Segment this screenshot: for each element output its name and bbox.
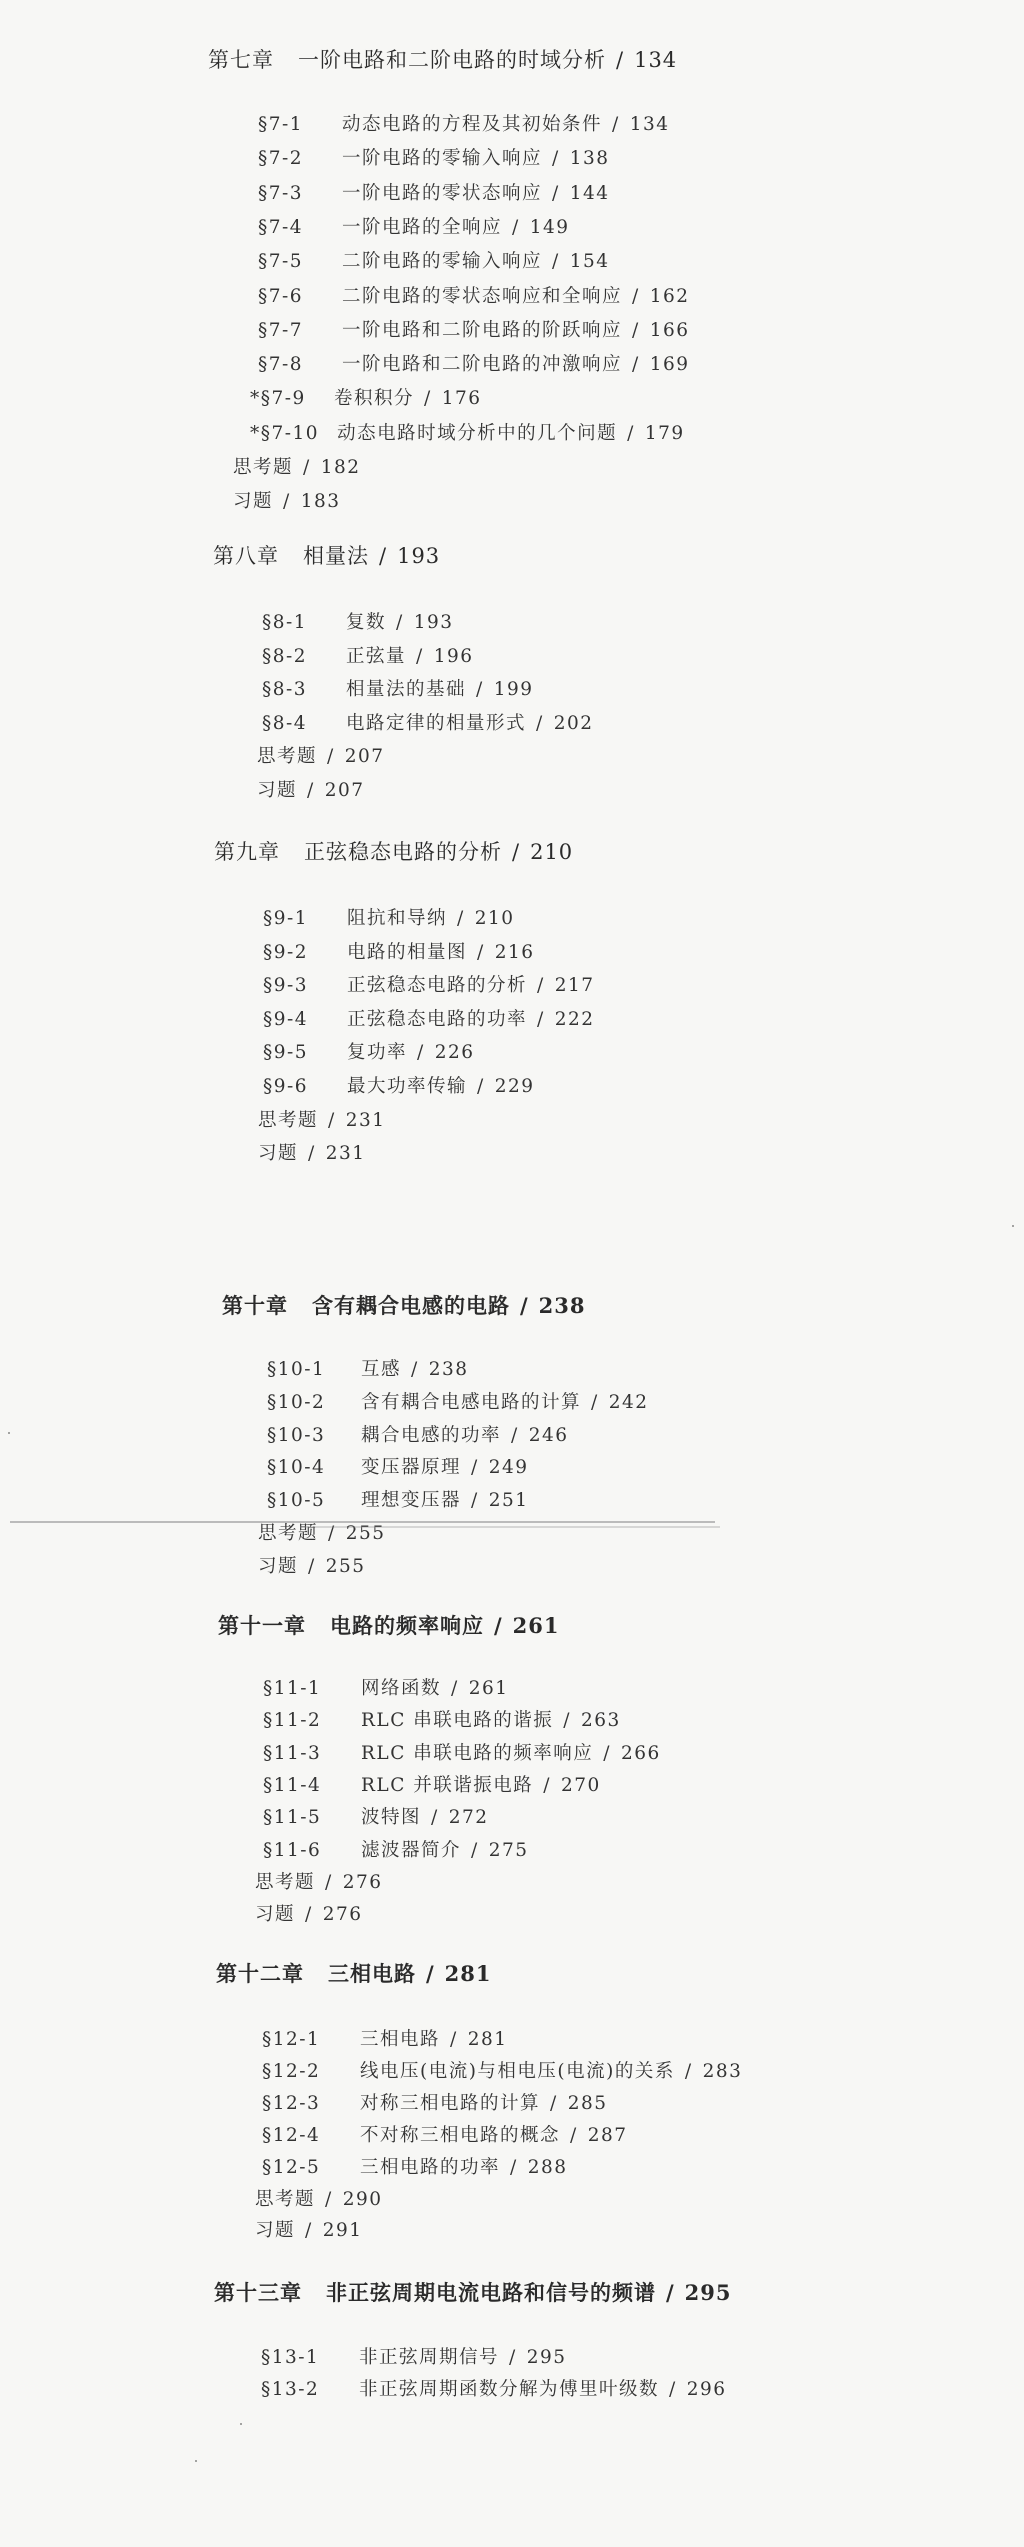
scan-speck <box>195 2460 197 2462</box>
toc-entry-plain <box>255 2185 383 2211</box>
section-page: 246 <box>528 1424 569 1446</box>
toc-entry-plain <box>255 2216 363 2242</box>
section-title: 卷积积分 <box>334 388 415 410</box>
toc-entry <box>258 282 690 308</box>
section-number: §9-2 <box>263 941 309 963</box>
section-page: 296 <box>686 2379 727 2400</box>
separator: / <box>669 2379 677 2400</box>
section-number: §11-5 <box>263 1807 322 1829</box>
section-number: §11-2 <box>263 1710 322 1732</box>
section-title: 二阶电路的零状态响应和全响应 <box>342 285 623 307</box>
scan-speck <box>1012 1225 1014 1227</box>
toc-entry <box>263 1038 475 1064</box>
section-number: §8-1 <box>262 612 308 633</box>
toc-entry <box>267 1355 469 1381</box>
section-title: 习题 <box>255 2220 296 2242</box>
toc-entry <box>262 608 454 634</box>
toc-entry <box>262 709 594 735</box>
separator: / <box>471 1839 479 1861</box>
scan-artifact-line <box>300 1526 720 1528</box>
chapter-page: 134 <box>634 48 678 72</box>
separator: / <box>307 779 315 801</box>
section-page: 291 <box>322 2220 363 2242</box>
section-title: 动态电路的方程及其初始条件 <box>342 114 603 135</box>
section-number: §9-5 <box>263 1042 309 1064</box>
toc-entry <box>258 213 570 239</box>
section-number: §9-1 <box>263 908 309 929</box>
separator: / <box>305 1904 313 1926</box>
section-title: 习题 <box>233 491 274 513</box>
section-title: 变压器原理 <box>361 1457 462 1479</box>
chapter-heading: 第七章 一阶电路和二阶电路的时域分析 / 134 <box>208 48 678 72</box>
separator: / <box>536 712 544 734</box>
chapter-heading: 第十章 含有耦合电感的电路 / 238 <box>222 1293 586 1318</box>
section-number: §11-3 <box>263 1742 322 1764</box>
section-number: §9-6 <box>263 1076 309 1097</box>
section-page: 276 <box>342 1871 383 1893</box>
toc-entry-plain <box>255 1900 363 1926</box>
section-page: 217 <box>554 975 595 997</box>
section-title: 习题 <box>258 1143 299 1165</box>
section-page: 231 <box>325 1143 366 1165</box>
toc-entry <box>262 2025 508 2051</box>
section-title: 一阶电路和二阶电路的冲激响应 <box>342 354 623 376</box>
separator: / <box>552 251 560 273</box>
section-number: *§7-9 <box>250 388 306 410</box>
section-page: 202 <box>553 712 594 734</box>
section-number: §10-2 <box>267 1391 326 1413</box>
section-number: §7-2 <box>258 148 304 170</box>
separator: / <box>471 1457 479 1479</box>
chapter-title: 含有耦合电感的电路 <box>312 1293 510 1318</box>
separator: / <box>327 746 335 767</box>
section-page: 144 <box>569 182 610 204</box>
section-title: 波特图 <box>361 1807 422 1829</box>
chapter-heading: 第十一章 电路的频率响应 / 261 <box>218 1613 560 1638</box>
section-title: 习题 <box>257 779 298 801</box>
separator: / <box>308 1555 316 1577</box>
separator: / <box>612 114 620 135</box>
section-title: 正弦稳态电路的功率 <box>347 1008 528 1030</box>
section-page: 251 <box>488 1490 529 1512</box>
section-title: 一阶电路和二阶电路的阶跃响应 <box>342 319 623 341</box>
separator: / <box>411 1359 419 1380</box>
section-number: §12-3 <box>262 2092 321 2114</box>
section-page: 290 <box>342 2188 383 2210</box>
section-title: RLC 串联电路的频率响应 <box>361 1742 594 1764</box>
section-title: 思考题 <box>233 457 294 478</box>
separator: / <box>328 1109 336 1131</box>
separator: / <box>511 1424 519 1446</box>
section-number: §11-4 <box>263 1774 322 1796</box>
separator: / <box>537 975 545 997</box>
separator: / <box>543 1774 551 1796</box>
separator: / <box>424 388 432 410</box>
section-number: §12-1 <box>262 2029 321 2050</box>
section-page: 222 <box>554 1008 595 1030</box>
toc-entry <box>263 1005 595 1031</box>
section-title: 一阶电路的零状态响应 <box>342 182 543 204</box>
section-title: 动态电路时域分析中的几个问题 <box>337 422 618 444</box>
toc-entry <box>250 419 685 445</box>
section-page: 270 <box>561 1774 601 1796</box>
chapter-number: 第十一章 <box>218 1613 306 1638</box>
separator: / <box>570 2124 578 2146</box>
section-title: 互感 <box>361 1359 402 1380</box>
separator: / <box>303 457 311 478</box>
section-page: 183 <box>300 491 341 513</box>
separator: / <box>325 1871 333 1893</box>
chapter-title: 正弦稳态电路的分析 <box>304 840 502 864</box>
section-title: 对称三相电路的计算 <box>360 2092 541 2114</box>
section-title: 非正弦周期函数分解为傅里叶级数 <box>359 2379 660 2400</box>
section-page: 231 <box>345 1109 386 1131</box>
section-page: 179 <box>644 422 685 444</box>
section-title: 习题 <box>258 1555 299 1577</box>
section-title: 电路的相量图 <box>347 941 468 963</box>
toc-entry <box>263 938 535 964</box>
separator: / <box>431 1807 439 1829</box>
section-title: 二阶电路的零输入响应 <box>342 251 543 273</box>
section-page: 266 <box>621 1742 661 1764</box>
section-page: 261 <box>468 1678 509 1699</box>
chapter-number: 第十三章 <box>214 2280 302 2305</box>
toc-entry <box>258 110 670 136</box>
section-page: 138 <box>569 148 610 170</box>
toc-entry-plain <box>257 776 365 802</box>
separator: / <box>476 679 484 700</box>
toc-entry <box>263 1803 489 1829</box>
section-number: §9-3 <box>263 975 309 997</box>
separator: / <box>563 1710 571 1732</box>
chapter-heading: 第十三章 非正弦周期电流电路和信号的频谱 / 295 <box>214 2280 732 2305</box>
section-title: 含有耦合电感电路的计算 <box>361 1391 582 1413</box>
separator: / <box>451 1678 459 1699</box>
section-page: 229 <box>494 1076 535 1097</box>
section-title: 思考题 <box>258 1523 319 1544</box>
section-title: 正弦量 <box>346 645 407 667</box>
section-number: §11-1 <box>263 1678 322 1699</box>
chapter-number: 第十二章 <box>216 1961 304 1986</box>
section-page: 207 <box>324 779 365 801</box>
section-title: 三相电路的功率 <box>360 2156 501 2178</box>
section-title: RLC 并联谐振电路 <box>361 1774 534 1796</box>
separator: / <box>632 354 640 376</box>
separator: / <box>471 1490 479 1512</box>
chapter-page: 238 <box>538 1293 586 1318</box>
toc-entry <box>263 1072 535 1098</box>
toc-entry-plain <box>258 1106 386 1132</box>
section-title: 非正弦周期信号 <box>359 2347 500 2368</box>
section-number: §12-5 <box>262 2156 321 2178</box>
toc-entry <box>262 2153 568 2179</box>
section-page: 134 <box>629 114 670 135</box>
section-number: §7-3 <box>258 182 304 204</box>
chapter-title: 电路的频率响应 <box>330 1613 484 1638</box>
section-page: 288 <box>527 2156 568 2178</box>
section-number: §7-7 <box>258 319 304 341</box>
toc-entry-plain <box>257 742 385 768</box>
section-number: §9-4 <box>263 1008 309 1030</box>
section-number: §10-4 <box>267 1457 326 1479</box>
toc-entry-plain <box>255 1868 383 1894</box>
section-page: 272 <box>448 1807 489 1829</box>
chapter-heading: 第九章 正弦稳态电路的分析 / 210 <box>214 840 574 864</box>
toc-entry <box>261 2343 567 2369</box>
chapter-page: 193 <box>397 544 441 568</box>
toc-entry-plain <box>258 1552 366 1578</box>
section-page: 226 <box>434 1042 475 1064</box>
section-page: 263 <box>581 1710 621 1732</box>
section-page: 275 <box>488 1839 529 1861</box>
section-title: 相量法的基础 <box>346 679 467 700</box>
separator: / <box>603 1742 611 1764</box>
chapter-number: 第八章 <box>213 544 279 568</box>
separator: / <box>328 1523 336 1544</box>
toc-entry-plain <box>258 1139 366 1165</box>
section-number: §10-3 <box>267 1424 326 1446</box>
section-title: 习题 <box>255 1904 296 1926</box>
section-page: 162 <box>649 285 690 307</box>
section-title: 复功率 <box>347 1042 408 1064</box>
section-number: §10-1 <box>267 1359 326 1380</box>
separator: / <box>627 422 635 444</box>
section-title: 思考题 <box>258 1109 319 1131</box>
separator: / <box>450 2029 458 2050</box>
separator: / <box>477 1076 485 1097</box>
section-title: 最大功率传输 <box>347 1076 468 1097</box>
section-number: §7-4 <box>258 216 304 238</box>
section-number: *§7-10 <box>250 422 320 444</box>
section-number: §11-6 <box>263 1839 322 1861</box>
toc-entry-plain <box>233 453 361 479</box>
section-page: 276 <box>322 1904 363 1926</box>
section-page: 149 <box>529 216 570 238</box>
section-number: §7-6 <box>258 285 304 307</box>
toc-entry <box>258 144 610 170</box>
toc-entry-plain <box>233 487 341 513</box>
section-page: 249 <box>488 1457 529 1479</box>
separator: / <box>552 148 560 170</box>
toc-entry <box>262 2121 628 2147</box>
section-title: 不对称三相电路的概念 <box>360 2124 561 2146</box>
section-number: §13-2 <box>261 2379 320 2400</box>
chapter-number: 第十章 <box>222 1293 288 1318</box>
section-title: 思考题 <box>257 746 318 767</box>
separator: / <box>416 645 424 667</box>
separator: / <box>308 1143 316 1165</box>
section-page: 169 <box>649 354 690 376</box>
section-page: 199 <box>493 679 534 700</box>
toc-entry <box>263 904 515 930</box>
chapter-number: 第七章 <box>208 48 274 72</box>
section-title: 正弦稳态电路的分析 <box>347 975 528 997</box>
section-title: 电路定律的相量形式 <box>346 712 527 734</box>
section-title: 思考题 <box>255 2188 316 2210</box>
section-page: 176 <box>441 388 482 410</box>
separator: / <box>396 612 404 633</box>
toc-entry <box>263 1836 529 1862</box>
toc-entry <box>267 1421 569 1447</box>
separator: / <box>325 2188 333 2210</box>
separator: / <box>550 2092 558 2114</box>
chapter-title: 三相电路 <box>328 1961 416 1986</box>
toc-entry <box>262 2089 608 2115</box>
chapter-title: 一阶电路和二阶电路的时域分析 <box>298 48 606 72</box>
chapter-heading: 第八章 相量法 / 193 <box>213 544 441 568</box>
separator: / <box>684 2060 693 2082</box>
section-page: 295 <box>526 2347 567 2368</box>
chapter-number: 第九章 <box>214 840 280 864</box>
toc-entry <box>262 642 474 668</box>
section-title: 理想变压器 <box>361 1490 462 1512</box>
section-title: 耦合电感的功率 <box>361 1424 502 1446</box>
section-page: 242 <box>608 1391 649 1413</box>
section-page: 255 <box>345 1523 386 1544</box>
section-number: §12-4 <box>262 2124 321 2146</box>
separator: / <box>632 319 640 341</box>
toc-entry <box>258 179 610 205</box>
toc-entry <box>263 1739 661 1765</box>
toc-entry <box>262 675 534 701</box>
section-title: 一阶电路的零输入响应 <box>342 148 543 170</box>
section-number: §8-2 <box>262 645 308 667</box>
section-title: 复数 <box>346 612 387 633</box>
separator: / <box>512 216 520 238</box>
section-page: 193 <box>413 612 454 633</box>
section-title: 三相电路 <box>360 2029 441 2050</box>
section-page: 283 <box>702 2060 743 2082</box>
separator: / <box>477 941 485 963</box>
section-number: §10-5 <box>267 1490 326 1512</box>
section-page: 255 <box>325 1555 366 1577</box>
section-number: §8-3 <box>262 679 308 700</box>
section-title: 阻抗和导纳 <box>347 908 448 929</box>
section-title: 滤波器简介 <box>361 1839 462 1861</box>
section-page: 287 <box>587 2124 628 2146</box>
toc-entry <box>261 2375 727 2401</box>
separator: / <box>632 285 640 307</box>
toc-entry <box>250 384 482 410</box>
chapter-page: 295 <box>684 2280 732 2305</box>
chapter-heading: 第十二章 三相电路 / 281 <box>216 1961 492 1986</box>
section-title: 一阶电路的全响应 <box>342 216 503 238</box>
toc-entry <box>267 1453 529 1479</box>
separator: / <box>510 2156 518 2178</box>
separator: / <box>457 908 465 929</box>
section-page: 182 <box>320 457 361 478</box>
separator: / <box>591 1391 599 1413</box>
toc-entry <box>267 1388 649 1414</box>
section-page: 154 <box>569 251 610 273</box>
scan-artifact-line <box>10 1521 715 1523</box>
section-title: RLC 串联电路的谐振 <box>361 1710 554 1732</box>
section-title: 网络函数 <box>361 1678 442 1699</box>
section-number: §7-5 <box>258 251 304 273</box>
separator: / <box>305 2220 313 2242</box>
section-page: 166 <box>649 319 690 341</box>
scan-speck <box>240 2423 242 2425</box>
section-title: 思考题 <box>255 1871 316 1893</box>
toc-entry <box>262 2057 742 2083</box>
chapter-page: 210 <box>530 840 574 864</box>
section-page: 281 <box>467 2029 508 2050</box>
chapter-title: 非正弦周期电流电路和信号的频谱 <box>326 2280 656 2305</box>
toc-entry <box>263 1674 509 1700</box>
toc-entry <box>263 1771 601 1797</box>
separator: / <box>283 491 291 513</box>
section-number: §7-1 <box>258 114 304 135</box>
section-page: 196 <box>433 645 474 667</box>
toc-entry <box>263 971 595 997</box>
section-page: 285 <box>567 2092 608 2114</box>
toc-entry <box>258 350 690 376</box>
separator: / <box>509 2347 517 2368</box>
chapter-title: 相量法 <box>303 544 369 568</box>
separator: / <box>417 1042 425 1064</box>
section-page: 210 <box>474 908 515 929</box>
separator: / <box>552 182 560 204</box>
section-number: §13-1 <box>261 2347 320 2368</box>
section-number: §12-2 <box>262 2060 321 2082</box>
toc-entry <box>258 247 610 273</box>
section-page: 216 <box>494 941 535 963</box>
toc-entry <box>263 1706 621 1732</box>
toc-entry <box>267 1486 529 1512</box>
scan-speck <box>8 1432 10 1434</box>
toc-entry <box>258 316 690 342</box>
section-page: 207 <box>344 746 385 767</box>
section-number: §8-4 <box>262 712 308 734</box>
chapter-page: 261 <box>512 1613 560 1638</box>
section-number: §7-8 <box>258 354 304 376</box>
chapter-page: 281 <box>444 1961 492 1986</box>
section-page: 238 <box>428 1359 469 1380</box>
section-title: 线电压(电流)与相电压(电流)的关系 <box>360 2060 675 2082</box>
separator: / <box>537 1008 545 1030</box>
